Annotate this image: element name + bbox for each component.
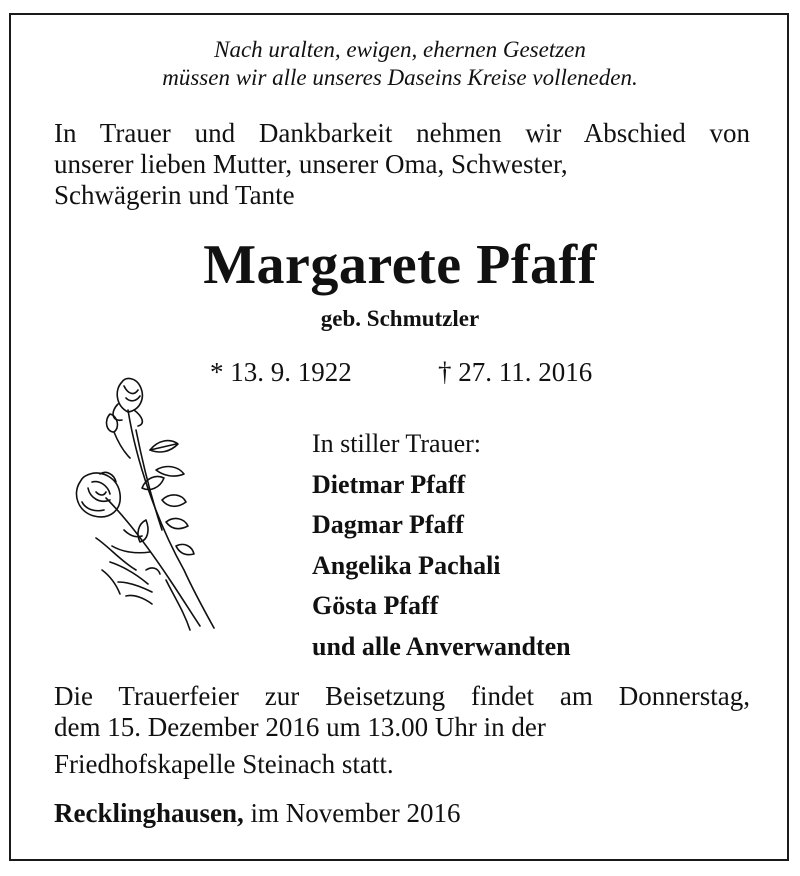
mourners-list [312,424,571,667]
intro-text [54,118,750,211]
mourners-label: In stiller Trauer: [312,429,481,458]
deceased-name: Margarete Pfaff [203,234,597,296]
mourner-name: Gösta Pfaff [312,591,439,620]
rose-icon [66,370,226,634]
death-date: † 27. 11. 2016 [438,357,593,387]
ceremony-line-1: Die Trauerfeier zur Beisetzung findet am Donnerstag, [54,681,750,711]
mourner-name: Dietmar Pfaff [312,469,466,499]
ceremony-info [54,681,750,780]
place-and-date [54,797,461,829]
motto-line-2: müssen wir alle unseres Daseins Kreise volleneden. [162,65,638,90]
intro-line-3: Schwägerin und Tante [54,180,295,210]
motto [0,36,800,92]
birth-date: * 13. 9. 1922 [210,357,352,387]
ceremony-line-3: Friedhofskapelle Steinach statt. [54,749,394,779]
place-name: Recklinghausen, [54,798,244,828]
mourner-closing: und alle Anverwandten [312,631,571,661]
ceremony-line-2: dem 15. Dezember 2016 um 13.00 Uhr in der [54,712,546,742]
intro-line-1: In Trauer und Dankbarkeit nehmen wir Abschied von [54,118,750,148]
maiden-name: geb. Schmutzler [320,306,480,331]
notice-date: im November 2016 [250,798,461,828]
mourner-name: Angelika Pachali [312,550,501,580]
mourner-name: Dagmar Pfaff [312,510,464,539]
intro-line-2: unserer lieben Mutter, unserer Oma, Schwester, [54,149,568,179]
motto-line-1: Nach uralten, ewigen, ehernen Gesetzen [214,37,586,62]
